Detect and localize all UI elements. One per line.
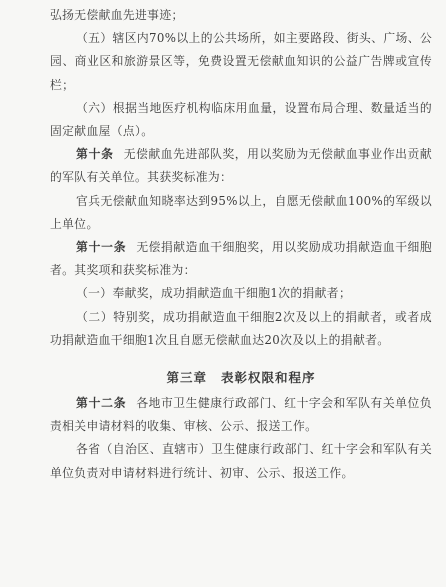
article-11: [50, 236, 432, 282]
article-11-text: 无偿捐献造血干细胞奖，用以奖励成功捐献造血干细胞者。其奖项和获奖标准为：: [50, 240, 432, 278]
paragraph-item-6: （六）根据当地医疗机构临床用血量，设置布局合理、数量适当的固定献血屋（点）。: [50, 100, 432, 139]
article-11-item-2: （二）特别奖，成功捐献造血干细胞2次及以上的捐献者，或者成功捐献造血干细胞1次且自愿无偿献血达20次及以上的捐献者。: [50, 309, 432, 347]
article-12-paragraph-2: 各省（自治区、直辖市）卫生健康行政部门、红十字会和军队有关单位负责对申请材料进行统计、初审、公示、报送工作。: [50, 442, 432, 480]
article-10-heading: 第十条: [76, 147, 114, 162]
article-12-text: 各地市卫生健康行政部门、红十字会和军队有关单位负责相关申请材料的收集、审核、公示、报送工作。: [50, 396, 432, 434]
article-10-criteria: 官兵无偿献血知晓率达到95%以上，自愿无偿献血100%的军级以上单位。: [50, 193, 432, 231]
article-10: [50, 143, 432, 189]
article-12: [50, 392, 432, 438]
paragraph-promote: 弘扬无偿献血先进事迹；: [50, 8, 184, 22]
article-11-item-1: （一）奉献奖，成功捐献造血干细胞1次的捐献者；: [76, 286, 352, 301]
chapter-title: 表彰权限和程序: [221, 370, 316, 386]
chapter-number: 第三章: [166, 370, 207, 386]
article-11-heading: 第十一条: [76, 240, 127, 255]
article-12-heading: 第十二条: [76, 396, 127, 411]
article-10-text: 无偿献血先进部队奖，用以奖励为无偿献血事业作出贡献的军队有关单位。其获奖标准为：: [50, 147, 432, 185]
chapter-heading: [50, 368, 432, 386]
paragraph-item-5: （五）辖区内70%以上的公共场所，如主要路段、街头、广场、公园、商业区和旅游景区等，免费设置无偿献血知识的公益广告牌或宣传栏；: [50, 31, 432, 92]
